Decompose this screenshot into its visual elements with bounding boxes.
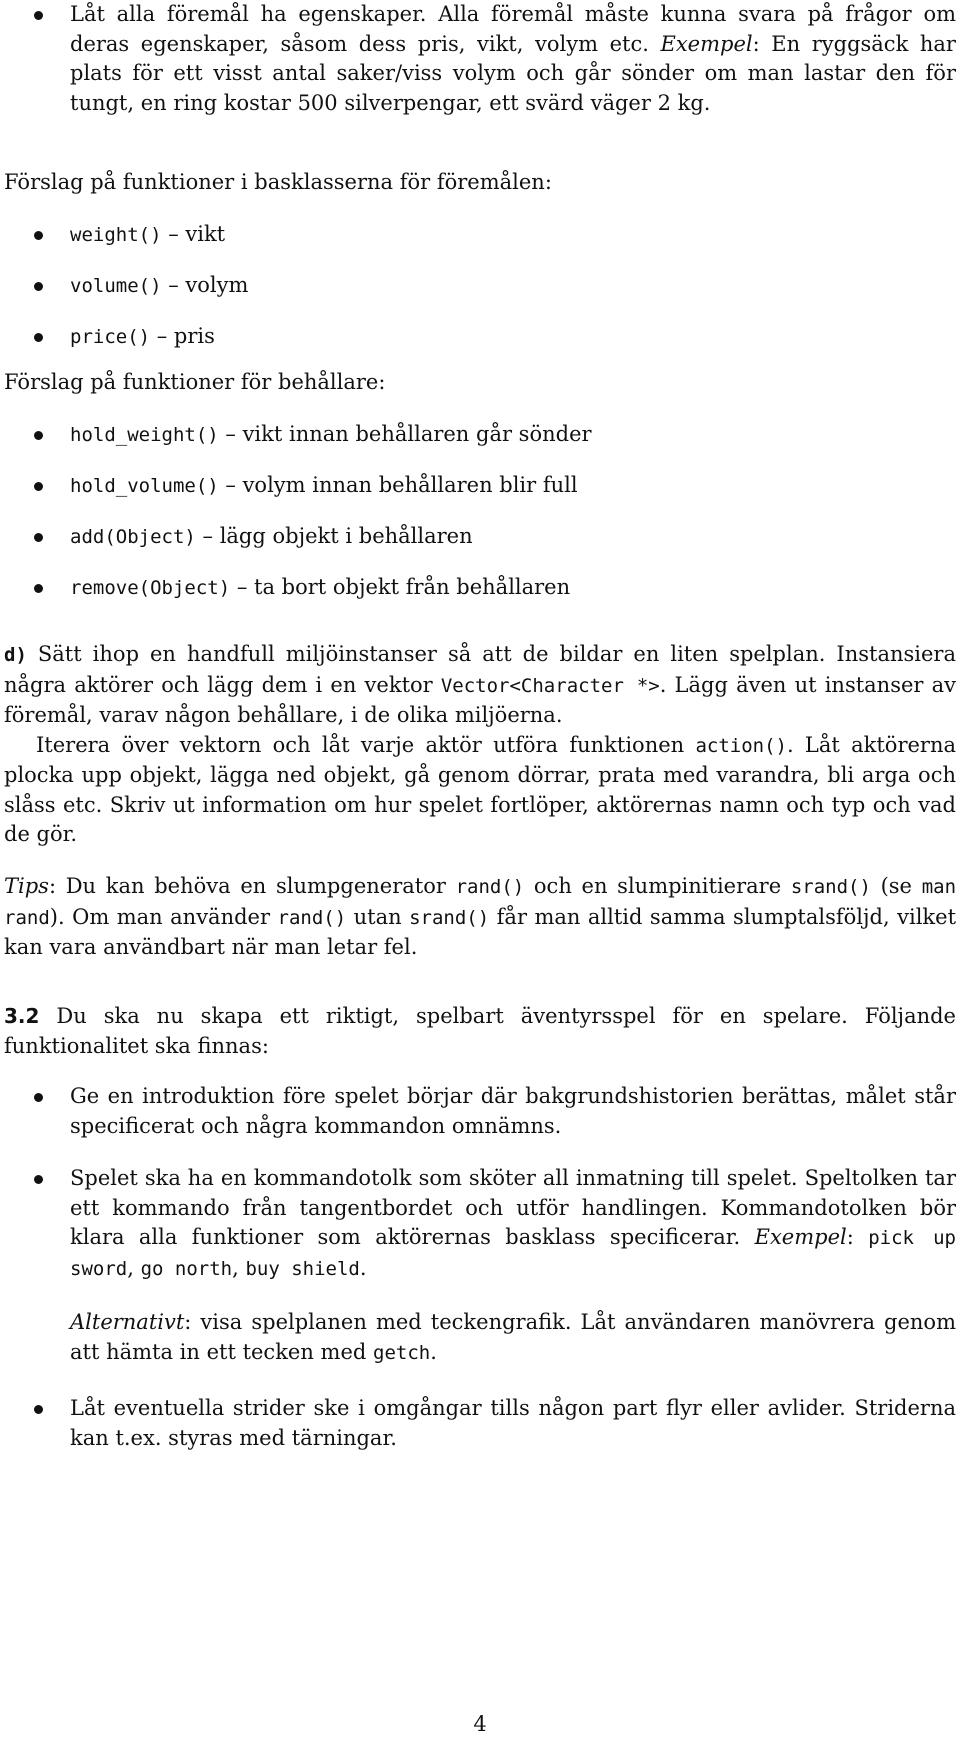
- container-functions-list: [4, 420, 956, 604]
- part-d: [4, 640, 956, 850]
- base-functions-heading: Förslag på funktioner i basklasserna för föremålen:: [4, 170, 552, 194]
- list-item: price() – pris: [4, 322, 956, 353]
- list-item: add(Object) – lägg objekt i behållaren: [4, 522, 956, 553]
- bullet-icon: [34, 333, 43, 342]
- bullet-icon: [34, 482, 43, 491]
- bullet-icon: [34, 11, 43, 20]
- section-3-2: [4, 1002, 956, 1061]
- list-item: hold_weight() – vikt innan behållaren går sönder: [4, 420, 956, 451]
- intro-list: [4, 0, 956, 118]
- alternative-paragraph: Alternativt: visa spelplanen med teckengrafik. Låt användaren manövrera genom att hämta in ett tecken med getch.: [70, 1310, 956, 1364]
- tips-paragraph: Tips: Du kan behöva en slumpgenerator rand() och en slumpinitierare srand() (se man rand). Om man använder rand() utan srand() får man alltid samma slumptalsföljd, vilket kan vara användbart när man letar fel.: [4, 874, 957, 959]
- bullet-icon: [34, 584, 43, 593]
- bullet-icon: [34, 1093, 43, 1102]
- list-item: Ge en introduktion före spelet börjar där bakgrundshistorien berättas, målet står specificerat och några kommandon omnämns.: [4, 1082, 956, 1141]
- bullet-icon: [34, 1175, 43, 1184]
- bullet-icon: [34, 231, 43, 240]
- container-functions-heading: Förslag på funktioner för behållare:: [4, 370, 386, 394]
- section-3-2-list-3: [4, 1394, 956, 1453]
- list-item: remove(Object) – ta bort objekt från behållaren: [4, 573, 956, 604]
- page-number: 4: [473, 1712, 487, 1736]
- list-item: Låt eventuella strider ske i omgångar tills någon part flyr eller avlider. Striderna kan t.ex. styras med tärningar.: [4, 1394, 956, 1453]
- section-3-2-list: [4, 1082, 956, 1141]
- list-item: Låt alla föremål ha egenskaper. Alla föremål måste kunna svara på frågor om deras egenskaper, såsom dess pris, vikt, volym etc. Exempel: En ryggsäck har plats för ett visst antal saker/viss volym och går sönder om man lastar den för tungt, en ring kostar 500 silverpengar, ett svärd väger 2 kg.: [4, 0, 956, 118]
- list-item: weight() – vikt: [4, 220, 956, 251]
- section-3-2-intro: 3.2 Du ska nu skapa ett riktigt, spelbart äventyrsspel för en spelare. Följande funktionalitet ska finnas:: [4, 1004, 956, 1058]
- list-item: hold_volume() – volym innan behållaren blir full: [4, 471, 956, 502]
- part-d-paragraph-2: Iterera över vektorn och låt varje aktör utföra funktionen action(). Låt aktörerna plocka upp objekt, lägga ned objekt, gå genom dörrar, prata med varandra, bli arga och slåss etc. Skriv ut information om hur spelet fortlöper, aktörernas namn och typ och vad de gör.: [4, 732, 956, 846]
- bullet-icon: [34, 533, 43, 542]
- part-d-paragraph-1: d) Sätt ihop en handfull miljöinstanser så att de bildar en liten spelplan. Instansiera några aktörer och lägg dem i en vektor Vector<Character *>. Lägg även ut instanser av föremål, varav någon behållare, i de olika miljöerna.: [4, 642, 956, 727]
- list-item: Spelet ska ha en kommandotolk som sköter all inmatning till spelet. Speltolken tar ett kommando från tangentbordet och utför handlingen. Kommandotolken bör klara alla funktioner som aktörernas basklass specificerar. Exempel: pick up sword, go north, buy shield.: [4, 1164, 956, 1284]
- bullet-icon: [34, 282, 43, 291]
- bullet-icon: [34, 431, 43, 440]
- section-3-2-list-2: [4, 1164, 956, 1284]
- base-functions-list: [4, 220, 956, 353]
- bullet-icon: [34, 1405, 43, 1414]
- list-item: volume() – volym: [4, 271, 956, 302]
